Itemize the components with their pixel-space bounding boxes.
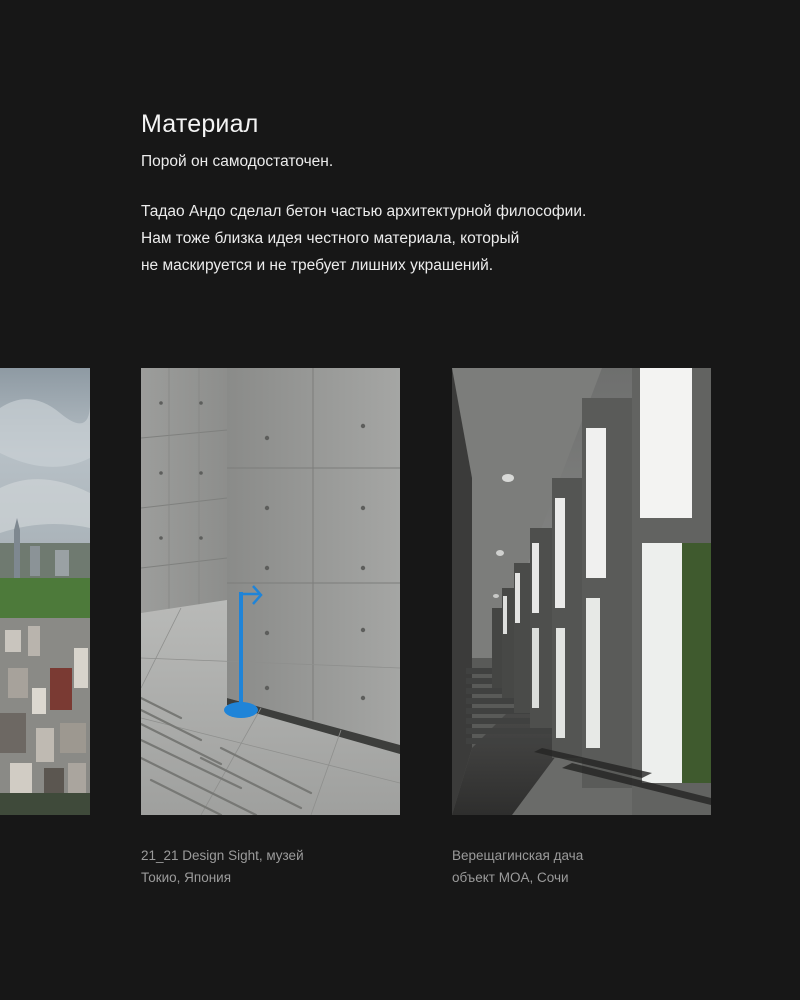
- caption-title: Верещагинская дача: [452, 848, 584, 863]
- photo-concrete-wall[interactable]: [141, 368, 400, 815]
- paragraph-line: Тадао Андо сделал бетон частью архитектурной философии.: [141, 203, 587, 220]
- caption-location: Токио, Япония: [141, 870, 232, 885]
- photo-colonnade[interactable]: [452, 368, 711, 815]
- section-paragraph: [141, 198, 586, 279]
- photo-city-skyline[interactable]: [0, 368, 90, 815]
- photo-caption: [141, 845, 304, 889]
- caption-title: 21_21 Design Sight, музей: [141, 848, 304, 863]
- colonnade-image: [452, 368, 711, 815]
- paragraph-line: не маскируется и не требует лишних украшений.: [141, 257, 494, 274]
- paragraph-line: Нам тоже близка идея честного материала, который: [141, 230, 520, 247]
- section-title: Материал: [141, 109, 259, 138]
- caption-location: объект MOA, Сочи: [452, 870, 569, 885]
- concrete-wall-image: [141, 368, 400, 815]
- section-subtitle: Порой он самодостаточен.: [141, 153, 334, 170]
- photo-caption: [452, 845, 583, 889]
- city-skyline-image: [0, 368, 90, 815]
